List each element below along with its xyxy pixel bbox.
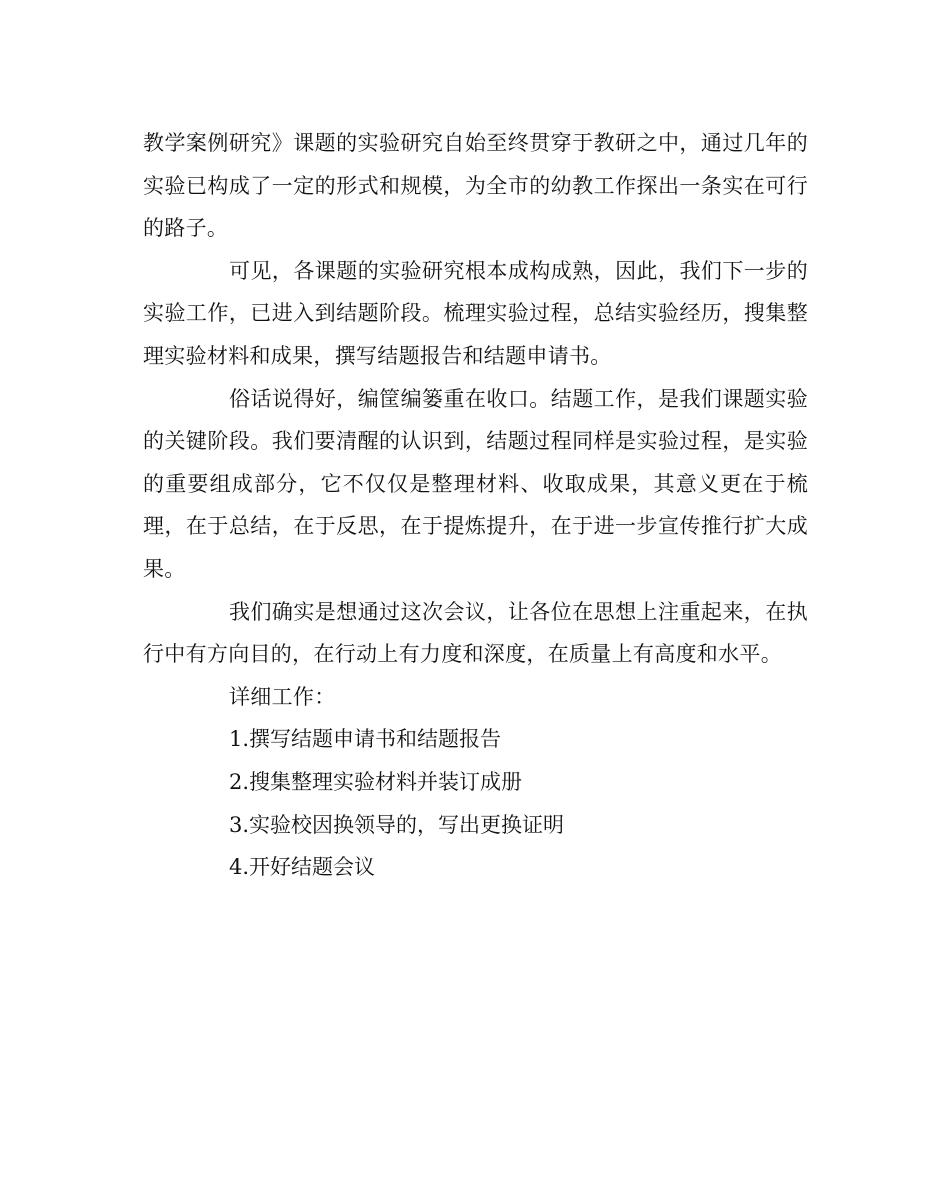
- list-item-1: 1.撰写结题申请书和结题报告: [229, 727, 502, 752]
- list-item-4: 4.开好结题会议: [229, 855, 376, 880]
- list-item-3: 3.实验校因换领导的，写出更换证明: [229, 812, 565, 837]
- paragraph-next-steps: 可见，各课题的实验研究根本成构成熟，因此，我们下一步的实验工作，已进入到结题阶段。梳理实验过程，总结实验经历，搜集整理实验材料和成果，撰写结题报告和结题申请书。: [143, 258, 808, 368]
- list-item-2: 2.搜集整理实验材料并装订成册: [229, 769, 523, 794]
- paragraph-meeting-purpose: 我们确实是想通过这次会议，让各位在思想上注重起来，在执行中有方向目的，在行动上有力度和深度，在质量上有高度和水平。: [143, 599, 808, 667]
- paragraph-importance: 俗话说得好，编筐编篓重在收口。结题工作，是我们课题实验的关键阶段。我们要清醒的认识到，结题过程同样是实验过程，是实验的重要组成部分，它不仅仅是整理材料、收取成果，其意义更在于梳理，在于总结，在于反思，在于提炼提升，在于进一步宣传推行扩大成果。: [143, 386, 808, 581]
- document-body: [143, 122, 808, 889]
- list-heading: 详细工作：: [229, 684, 336, 709]
- paragraph-continuation: 教学案例研究》课题的实验研究自始至终贯穿于教研之中，通过几年的实验已构成了一定的形式和规模，为全市的幼教工作探出一条实在可行的路子。: [143, 131, 808, 241]
